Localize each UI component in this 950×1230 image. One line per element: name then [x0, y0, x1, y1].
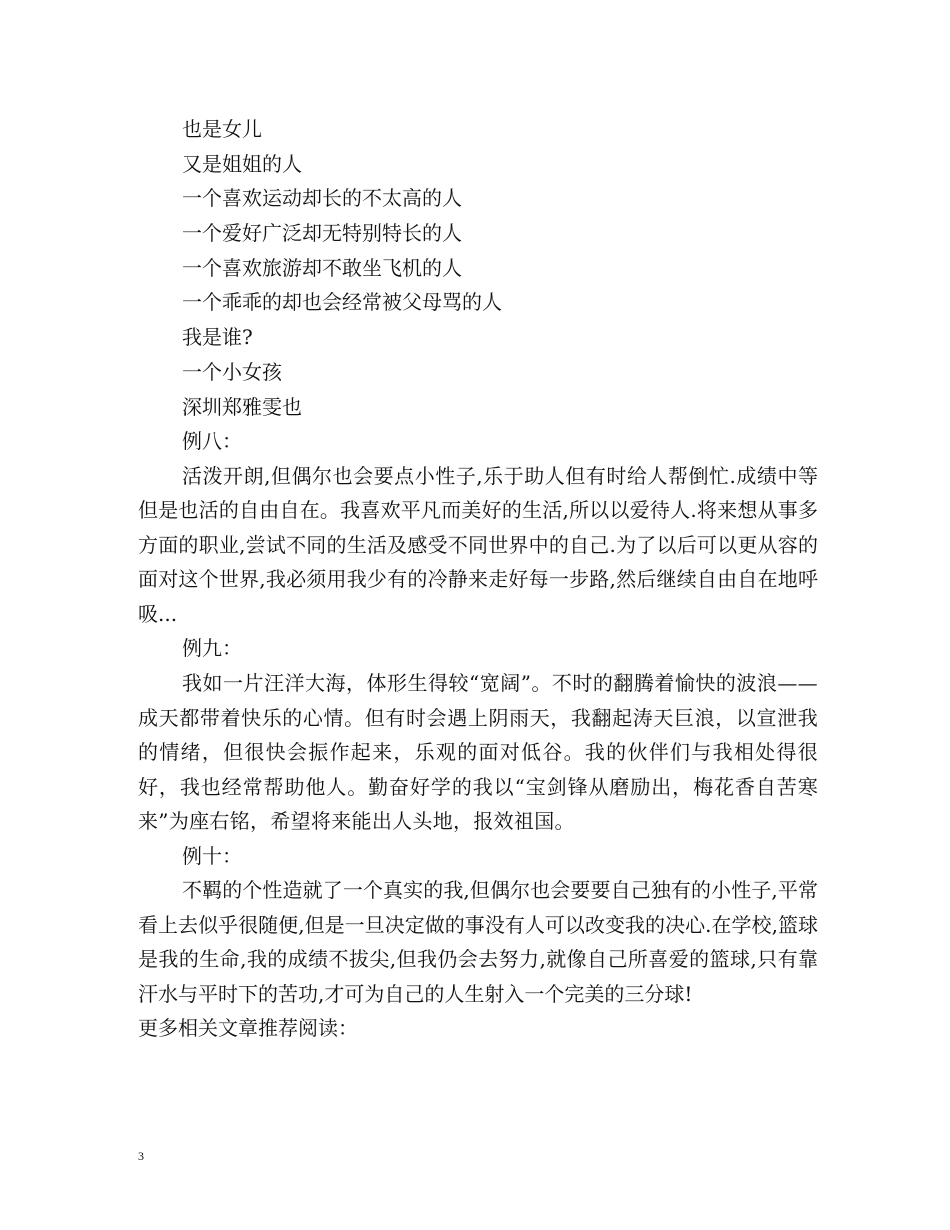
poem-line: 一个喜欢运动却长的不太高的人	[182, 186, 462, 211]
document-body	[138, 112, 818, 1046]
example-10-paragraph: 不羁的个性造就了一个真实的我,但偶尔也会要要自己独有的小性子,平常看上去似乎很随便,但是一旦决定做的事没有人可以改变我的决心.在学校,篮球是我的生命,我的成绩不拔尖,但我仍会去努力,就像自己所喜爱的篮球,只有靠汗水与平时下的苦功,才可为自己的人生射入一个完美的三分球!	[138, 878, 818, 1006]
poem-line: 一个喜欢旅游却不敢坐飞机的人	[182, 255, 462, 280]
example-10-heading: 例十：	[182, 843, 242, 868]
poem-line: 一个小女孩	[182, 359, 282, 384]
poem-line: 我是谁?	[182, 325, 253, 350]
poem-line: 一个爱好广泛却无特别特长的人	[182, 221, 462, 246]
example-8-paragraph: 活泼开朗,但偶尔也会要点小性子,乐于助人但有时给人帮倒忙.成绩中等但是也活的自由自在。我喜欢平凡而美好的生活,所以以爱待人.将来想从事多方面的职业,尝试不同的生活及感受不同世界中的自己.为了以后可以更从容的面对这个世界,我必须用我少有的冷静来走好每一步路,然后继续自由自在地呼吸...	[138, 463, 818, 626]
poem-line: 也是女儿	[182, 117, 262, 141]
poem-line: 深圳郑雅雯也	[182, 394, 302, 419]
poem-line: 又是姐姐的人	[182, 151, 302, 176]
example-9-paragraph: 我如一片汪洋大海，体形生得较“宽阔”。不时的翻腾着愉快的波浪——成天都带着快乐的心情。但有时会遇上阴雨天，我翻起涛天巨浪，以宣泄我的情绪，但很快会振作起来，乐观的面对低谷。我的伙伴们与我相处得很好，我也经常帮助他人。勤奋好学的我以“宝剑锋从磨励出，梅花香自苦寒来”为座右铭，希望将来能出人头地，报效祖国。	[138, 671, 818, 834]
page-number: 3	[138, 1149, 144, 1163]
example-8-heading: 例八：	[182, 429, 242, 454]
more-reading-heading: 更多相关文章推荐阅读：	[138, 1016, 358, 1041]
example-9-heading: 例九：	[182, 636, 242, 661]
poem-line: 一个乖乖的却也会经常被父母骂的人	[182, 290, 502, 315]
